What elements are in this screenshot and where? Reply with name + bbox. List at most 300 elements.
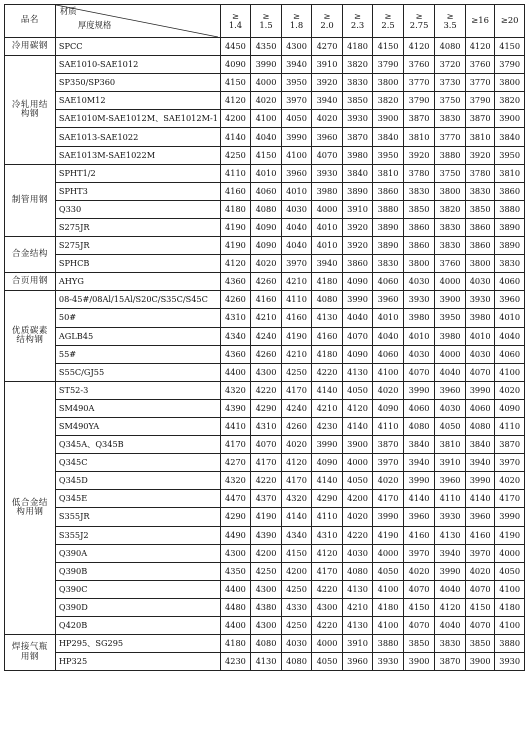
price-cell: 4070 xyxy=(403,617,435,635)
table-row xyxy=(5,92,525,110)
price-cell: 4210 xyxy=(281,345,312,363)
price-cell: 4450 xyxy=(220,38,251,56)
category-cell: 合页用钢 xyxy=(5,273,56,291)
price-cell: 4030 xyxy=(281,200,312,218)
price-cell: 3870 xyxy=(403,110,435,128)
price-cell: 3870 xyxy=(435,653,466,671)
price-cell: 4130 xyxy=(251,653,282,671)
price-cell: 3990 xyxy=(403,472,435,490)
price-cell: 3930 xyxy=(495,653,525,671)
price-cell: 3910 xyxy=(312,56,343,74)
price-cell: 3970 xyxy=(403,544,435,562)
price-cell: 3910 xyxy=(342,200,373,218)
price-cell: 4130 xyxy=(342,363,373,381)
price-cell: 3840 xyxy=(342,164,373,182)
price-cell: 4020 xyxy=(465,562,495,580)
price-cell: 3810 xyxy=(373,164,404,182)
price-cell: 3790 xyxy=(373,56,404,74)
price-cell: 4060 xyxy=(495,345,525,363)
header-row xyxy=(5,5,525,38)
material-cell: SAE1013M-SAE1022M xyxy=(55,146,220,164)
price-cell: 4030 xyxy=(465,273,495,291)
price-cell: 3910 xyxy=(435,454,466,472)
price-cell: 4190 xyxy=(281,327,312,345)
price-cell: 3960 xyxy=(435,472,466,490)
price-cell: 4120 xyxy=(220,92,251,110)
price-cell: 4200 xyxy=(220,110,251,128)
price-cell: 3860 xyxy=(465,218,495,236)
price-cell: 3810 xyxy=(465,128,495,146)
material-cell: 50# xyxy=(55,309,220,327)
price-cell: 3970 xyxy=(281,92,312,110)
price-cell: 3760 xyxy=(435,255,466,273)
price-cell: 4010 xyxy=(373,309,404,327)
price-cell: 3800 xyxy=(465,255,495,273)
price-cell: 4260 xyxy=(281,417,312,435)
price-cell: 4020 xyxy=(251,92,282,110)
price-cell: 4170 xyxy=(281,472,312,490)
price-cell: 3880 xyxy=(373,200,404,218)
table-row xyxy=(5,74,525,92)
table-row xyxy=(5,381,525,399)
price-cell: 3920 xyxy=(312,74,343,92)
price-cell: 4050 xyxy=(373,562,404,580)
material-cell: S275JR xyxy=(55,237,220,255)
price-cell: 3970 xyxy=(465,544,495,562)
material-cell: S355JR xyxy=(55,508,220,526)
price-cell: 4400 xyxy=(220,363,251,381)
price-cell: 4220 xyxy=(251,381,282,399)
price-cell: 4030 xyxy=(435,399,466,417)
price-cell: 4100 xyxy=(373,617,404,635)
price-cell: 4300 xyxy=(220,544,251,562)
price-cell: 4270 xyxy=(220,454,251,472)
price-cell: 3980 xyxy=(403,309,435,327)
steel-price-table xyxy=(4,4,525,671)
price-cell: 3980 xyxy=(465,309,495,327)
price-cell: 4050 xyxy=(342,381,373,399)
thickness-col-header: ≥16 xyxy=(465,5,495,38)
thickness-col-header: ≥ 1.4 xyxy=(220,5,251,38)
price-cell: 3820 xyxy=(342,56,373,74)
material-cell: SAE1013-SAE1022 xyxy=(55,128,220,146)
table-row xyxy=(5,436,525,454)
material-cell: Q345A、Q345B xyxy=(55,436,220,454)
price-cell: 4030 xyxy=(403,273,435,291)
price-cell: 4010 xyxy=(312,218,343,236)
price-cell: 4130 xyxy=(342,617,373,635)
price-cell: 4110 xyxy=(281,291,312,309)
material-cell: ST52-3 xyxy=(55,381,220,399)
table-row xyxy=(5,562,525,580)
price-cell: 3990 xyxy=(312,436,343,454)
price-cell: 4140 xyxy=(281,508,312,526)
table-row xyxy=(5,598,525,616)
price-cell: 4070 xyxy=(465,363,495,381)
price-cell: 4020 xyxy=(312,110,343,128)
table-row xyxy=(5,237,525,255)
price-cell: 4020 xyxy=(495,381,525,399)
price-cell: 3850 xyxy=(403,635,435,653)
price-cell: 3950 xyxy=(495,146,525,164)
price-cell: 4190 xyxy=(373,526,404,544)
price-cell: 4190 xyxy=(495,526,525,544)
price-cell: 4090 xyxy=(342,273,373,291)
price-cell: 4010 xyxy=(403,327,435,345)
price-cell: 4030 xyxy=(403,345,435,363)
price-cell: 3830 xyxy=(342,74,373,92)
price-cell: 4000 xyxy=(435,273,466,291)
table-row xyxy=(5,345,525,363)
category-cell: 优质碳素结构钢 xyxy=(5,291,56,381)
price-cell: 4180 xyxy=(342,38,373,56)
price-cell: 4050 xyxy=(281,110,312,128)
category-cell: 冷用碳钢 xyxy=(5,38,56,56)
thickness-col-header: ≥ 3.5 xyxy=(435,5,466,38)
price-cell: 3800 xyxy=(403,255,435,273)
price-cell: 4150 xyxy=(281,544,312,562)
price-cell: 4180 xyxy=(312,273,343,291)
price-cell: 3760 xyxy=(465,56,495,74)
price-cell: 4150 xyxy=(403,598,435,616)
price-cell: 3990 xyxy=(495,508,525,526)
price-cell: 4170 xyxy=(281,381,312,399)
price-cell: 4210 xyxy=(342,598,373,616)
table-row xyxy=(5,399,525,417)
price-cell: 4160 xyxy=(403,526,435,544)
table-row xyxy=(5,635,525,653)
table-row xyxy=(5,218,525,236)
price-cell: 3960 xyxy=(342,653,373,671)
price-cell: 4060 xyxy=(373,345,404,363)
price-cell: 4000 xyxy=(312,200,343,218)
price-cell: 4120 xyxy=(281,454,312,472)
price-cell: 4070 xyxy=(312,146,343,164)
price-cell: 4410 xyxy=(220,417,251,435)
price-cell: 4130 xyxy=(312,309,343,327)
price-cell: 4010 xyxy=(281,182,312,200)
price-cell: 3880 xyxy=(373,635,404,653)
price-cell: 4040 xyxy=(281,237,312,255)
price-cell: 4200 xyxy=(251,544,282,562)
price-cell: 4480 xyxy=(220,598,251,616)
price-cell: 4150 xyxy=(251,146,282,164)
material-cell: Q390A xyxy=(55,544,220,562)
price-cell: 4490 xyxy=(220,526,251,544)
price-cell: 4470 xyxy=(220,490,251,508)
price-cell: 3930 xyxy=(403,291,435,309)
price-cell: 4080 xyxy=(251,635,282,653)
price-cell: 4010 xyxy=(312,237,343,255)
price-cell: 4090 xyxy=(312,454,343,472)
price-cell: 3930 xyxy=(373,653,404,671)
price-cell: 4090 xyxy=(220,56,251,74)
price-cell: 3830 xyxy=(435,237,466,255)
price-cell: 4320 xyxy=(220,381,251,399)
price-cell: 3980 xyxy=(435,327,466,345)
price-cell: 4090 xyxy=(342,345,373,363)
table-row xyxy=(5,363,525,381)
price-cell: 4390 xyxy=(251,526,282,544)
price-cell: 3900 xyxy=(403,653,435,671)
price-cell: 4140 xyxy=(342,417,373,435)
price-cell: 4170 xyxy=(220,436,251,454)
price-cell: 4210 xyxy=(312,399,343,417)
price-cell: 4000 xyxy=(373,544,404,562)
price-cell: 4120 xyxy=(435,598,466,616)
price-cell: 4190 xyxy=(251,508,282,526)
price-cell: 4060 xyxy=(403,399,435,417)
table-row xyxy=(5,273,525,291)
price-cell: 3970 xyxy=(281,255,312,273)
category-header: 品名 xyxy=(5,5,56,38)
price-cell: 3780 xyxy=(465,164,495,182)
price-cell: 4040 xyxy=(435,617,466,635)
price-cell: 3900 xyxy=(435,291,466,309)
price-cell: 4360 xyxy=(220,345,251,363)
price-cell: 4310 xyxy=(220,309,251,327)
price-cell: 4220 xyxy=(312,580,343,598)
price-cell: 4220 xyxy=(312,363,343,381)
price-cell: 3820 xyxy=(495,92,525,110)
price-cell: 3890 xyxy=(342,182,373,200)
price-cell: 4130 xyxy=(342,580,373,598)
price-cell: 3960 xyxy=(403,508,435,526)
price-cell: 3990 xyxy=(465,381,495,399)
table-row xyxy=(5,38,525,56)
price-cell: 4190 xyxy=(220,237,251,255)
price-cell: 4030 xyxy=(465,345,495,363)
price-cell: 4160 xyxy=(251,291,282,309)
price-cell: 4080 xyxy=(465,417,495,435)
price-cell: 4090 xyxy=(495,399,525,417)
price-cell: 3950 xyxy=(435,309,466,327)
price-cell: 3940 xyxy=(465,454,495,472)
material-cell: Q330 xyxy=(55,200,220,218)
price-cell: 3990 xyxy=(373,508,404,526)
material-cell: S55C/GJ55 xyxy=(55,363,220,381)
price-cell: 4040 xyxy=(435,363,466,381)
price-cell: 4230 xyxy=(220,653,251,671)
price-cell: 4070 xyxy=(403,580,435,598)
price-cell: 4110 xyxy=(435,490,466,508)
price-cell: 4150 xyxy=(373,38,404,56)
price-cell: 3800 xyxy=(373,74,404,92)
price-cell: 4040 xyxy=(251,128,282,146)
price-cell: 4390 xyxy=(220,399,251,417)
material-cell: SPCC xyxy=(55,38,220,56)
price-cell: 4220 xyxy=(312,617,343,635)
price-cell: 4050 xyxy=(312,653,343,671)
price-cell: 3830 xyxy=(435,110,466,128)
price-cell: 4260 xyxy=(251,273,282,291)
price-cell: 3970 xyxy=(495,454,525,472)
price-cell: 4010 xyxy=(251,164,282,182)
price-cell: 3980 xyxy=(342,146,373,164)
price-cell: 4020 xyxy=(373,381,404,399)
price-cell: 3900 xyxy=(342,436,373,454)
price-cell: 3900 xyxy=(495,110,525,128)
price-cell: 4170 xyxy=(312,562,343,580)
price-cell: 3840 xyxy=(403,436,435,454)
price-cell: 4020 xyxy=(495,472,525,490)
price-cell: 3920 xyxy=(342,237,373,255)
price-cell: 4100 xyxy=(373,363,404,381)
price-cell: 4070 xyxy=(342,327,373,345)
material-cell: Q420B xyxy=(55,617,220,635)
thickness-col-header: ≥ 2.0 xyxy=(312,5,343,38)
price-cell: 4080 xyxy=(403,417,435,435)
price-cell: 3880 xyxy=(435,146,466,164)
price-cell: 4080 xyxy=(281,653,312,671)
price-cell: 4120 xyxy=(403,38,435,56)
table-body xyxy=(5,38,525,671)
price-cell: 4190 xyxy=(220,218,251,236)
price-cell: 3820 xyxy=(373,92,404,110)
material-cell: AGLB45 xyxy=(55,327,220,345)
thickness-col-header: ≥ 2.5 xyxy=(373,5,404,38)
material-cell: HP325 xyxy=(55,653,220,671)
price-cell: 4340 xyxy=(220,327,251,345)
material-cell: SAE10M12 xyxy=(55,92,220,110)
price-cell: 4140 xyxy=(403,490,435,508)
material-cell: SAE1010M-SAE1012M、SAE1012M-1 xyxy=(55,110,220,128)
price-cell: 3930 xyxy=(465,291,495,309)
price-cell: 3910 xyxy=(342,635,373,653)
price-cell: 4060 xyxy=(495,273,525,291)
table-row xyxy=(5,110,525,128)
price-cell: 4090 xyxy=(373,399,404,417)
price-cell: 4320 xyxy=(281,490,312,508)
price-cell: 4360 xyxy=(220,273,251,291)
table-row xyxy=(5,544,525,562)
price-cell: 4300 xyxy=(312,598,343,616)
price-cell: 4020 xyxy=(373,472,404,490)
table-row xyxy=(5,508,525,526)
price-cell: 4310 xyxy=(312,526,343,544)
price-cell: 4400 xyxy=(220,580,251,598)
price-cell: 4320 xyxy=(220,472,251,490)
price-cell: 4100 xyxy=(495,580,525,598)
price-cell: 3990 xyxy=(465,472,495,490)
category-cell: 制管用钢 xyxy=(5,164,56,236)
price-cell: 3940 xyxy=(312,92,343,110)
table-row xyxy=(5,291,525,309)
price-cell: 3810 xyxy=(495,164,525,182)
table-row xyxy=(5,200,525,218)
price-cell: 4350 xyxy=(220,562,251,580)
table-row xyxy=(5,56,525,74)
thickness-col-header: ≥ 1.8 xyxy=(281,5,312,38)
price-cell: 3930 xyxy=(342,110,373,128)
price-cell: 4150 xyxy=(220,74,251,92)
price-cell: 3750 xyxy=(435,164,466,182)
price-cell: 3830 xyxy=(403,182,435,200)
price-cell: 4010 xyxy=(465,327,495,345)
price-cell: 4060 xyxy=(465,399,495,417)
price-cell: 3830 xyxy=(435,218,466,236)
price-cell: 4290 xyxy=(312,490,343,508)
material-cell: SM490A xyxy=(55,399,220,417)
price-cell: 3930 xyxy=(435,508,466,526)
price-cell: 3790 xyxy=(403,92,435,110)
price-cell: 3860 xyxy=(403,218,435,236)
price-cell: 3800 xyxy=(495,74,525,92)
price-cell: 3750 xyxy=(435,92,466,110)
price-cell: 3890 xyxy=(373,218,404,236)
price-cell: 4120 xyxy=(465,38,495,56)
category-cell: 焊接气瓶用钢 xyxy=(5,635,56,671)
table-row xyxy=(5,526,525,544)
price-cell: 4150 xyxy=(465,598,495,616)
price-cell: 4240 xyxy=(251,327,282,345)
price-cell: 3950 xyxy=(373,146,404,164)
table-row xyxy=(5,653,525,671)
material-cell: AHYG xyxy=(55,273,220,291)
price-cell: 4050 xyxy=(342,472,373,490)
price-cell: 3990 xyxy=(281,128,312,146)
price-cell: 4400 xyxy=(220,617,251,635)
price-cell: 3810 xyxy=(403,128,435,146)
price-cell: 4100 xyxy=(495,363,525,381)
price-cell: 3890 xyxy=(495,237,525,255)
price-cell: 4080 xyxy=(435,38,466,56)
price-cell: 4120 xyxy=(220,255,251,273)
price-cell: 3930 xyxy=(312,164,343,182)
price-cell: 3840 xyxy=(373,128,404,146)
material-cell: SPHT1/2 xyxy=(55,164,220,182)
price-cell: 3960 xyxy=(465,508,495,526)
table-row xyxy=(5,146,525,164)
price-cell: 4110 xyxy=(312,508,343,526)
price-cell: 4040 xyxy=(435,580,466,598)
price-cell: 4220 xyxy=(342,526,373,544)
material-cell: 08-45#/08Al/15Al/S20C/S35C/S45C xyxy=(55,291,220,309)
price-cell: 3880 xyxy=(495,200,525,218)
table-row xyxy=(5,182,525,200)
category-cell: 合金结构 xyxy=(5,237,56,273)
price-cell: 3860 xyxy=(495,182,525,200)
price-cell: 4180 xyxy=(312,345,343,363)
price-cell: 3720 xyxy=(435,56,466,74)
price-cell: 4000 xyxy=(312,635,343,653)
price-cell: 4100 xyxy=(373,580,404,598)
price-cell: 4020 xyxy=(251,255,282,273)
category-cell: 低合金结构用钢 xyxy=(5,381,56,634)
price-cell: 3840 xyxy=(465,436,495,454)
price-cell: 4100 xyxy=(251,110,282,128)
price-cell: 4040 xyxy=(495,327,525,345)
table-row xyxy=(5,255,525,273)
price-cell: 4100 xyxy=(281,146,312,164)
price-cell: 3830 xyxy=(373,255,404,273)
table-row xyxy=(5,164,525,182)
price-cell: 4230 xyxy=(312,417,343,435)
thickness-col-header: ≥20 xyxy=(495,5,525,38)
price-cell: 4160 xyxy=(312,327,343,345)
price-cell: 4000 xyxy=(435,345,466,363)
price-cell: 3770 xyxy=(465,74,495,92)
table-row xyxy=(5,490,525,508)
price-cell: 4090 xyxy=(251,218,282,236)
price-cell: 4180 xyxy=(220,635,251,653)
price-cell: 3870 xyxy=(495,436,525,454)
price-cell: 4070 xyxy=(465,617,495,635)
price-cell: 3860 xyxy=(373,182,404,200)
price-cell: 3830 xyxy=(465,182,495,200)
price-cell: 3790 xyxy=(495,56,525,74)
price-cell: 4220 xyxy=(251,472,282,490)
